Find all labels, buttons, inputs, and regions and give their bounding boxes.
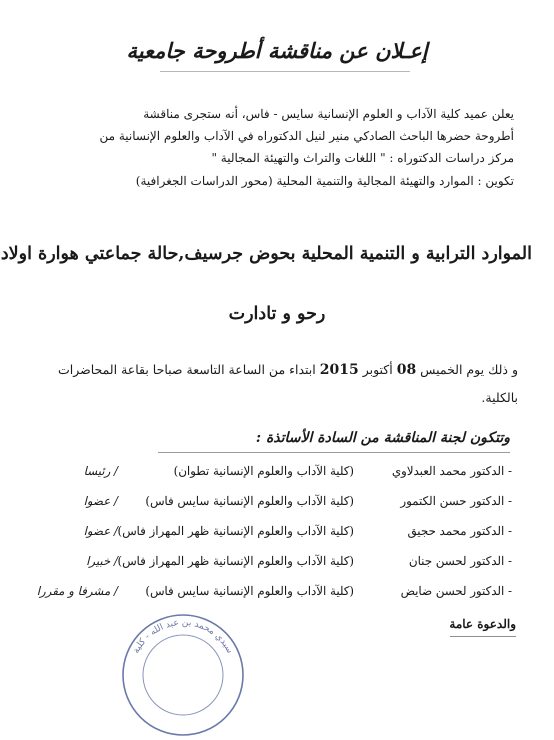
member-institution: (كلية الآداب والعلوم الإنسانية تطوان) xyxy=(173,464,354,478)
member-role: / خبيرا xyxy=(86,554,118,568)
committee-member xyxy=(42,494,512,514)
thesis-subject-line-2: رحو و تادارت xyxy=(228,304,326,324)
svg-text:سيدي محمد بن عبد الله - كلية xyxy=(131,618,234,655)
member-role: / مشرفا و مقررا xyxy=(36,584,118,598)
intro-line-1: يعلن عميد كلية الآداب و العلوم الإنسانية سايس - فاس، أنه ستجرى مناقشة xyxy=(143,107,514,121)
member-name: - الدكتور حسن الكتمور xyxy=(400,494,512,508)
intro-line-4: تكوين : الموارد والتهيئة المجالية والتنمية المحلية (محور الدراسات الجغرافية) xyxy=(135,174,514,188)
date-year: 2015 xyxy=(319,362,359,378)
date-prefix: و ذلك يوم الخميس xyxy=(420,362,518,377)
public-invitation: والدعوة عامة xyxy=(449,617,516,631)
member-role: / عضوا xyxy=(83,494,118,508)
committee-member xyxy=(42,464,512,484)
member-name: - الدكتور لحسن ضايض xyxy=(400,584,512,598)
faculty-stamp xyxy=(115,605,250,740)
member-name: - الدكتور محمد العبدلاوي xyxy=(391,464,512,478)
invitation-underline xyxy=(450,636,516,637)
defense-date-line xyxy=(18,362,518,378)
date-day: 08 xyxy=(396,362,417,378)
member-institution: (كلية الآداب والعلوم الإنسانية سايس فاس) xyxy=(145,494,354,508)
committee-member xyxy=(42,524,512,544)
committee-member xyxy=(36,584,512,604)
page-title: إعـلان عن مناقشة أطروحة جامعية xyxy=(126,38,428,63)
committee-member xyxy=(42,554,512,574)
member-institution: (كلية الآداب والعلوم الإنسانية سايس فاس) xyxy=(145,584,354,598)
member-name: - الدكتور لحسن جنان xyxy=(408,554,512,568)
member-institution: (كلية الآداب والعلوم الإنسانية ظهر المهراز فاس) xyxy=(117,524,354,538)
intro-line-2: أطروحة حضرها الباحث الصادكي منير لنيل الدكتوراه في الآداب والعلوم الإنسانية من xyxy=(99,129,514,143)
intro-line-3: مركز دراسات الدكتوراه : " اللغات والتراث والتهيئة المجالية " xyxy=(211,151,514,165)
member-name: - الدكتور محمد حجيق xyxy=(407,524,512,538)
title-underline xyxy=(160,71,410,72)
date-month: أكتوبر xyxy=(362,362,393,377)
committee-heading: وتتكون لجنة المناقشة من السادة الأساتذة : xyxy=(255,430,510,446)
defense-location-line: بالكلية. xyxy=(481,390,518,405)
member-role: / عضوا xyxy=(83,524,118,538)
member-role: / رئيسا xyxy=(83,464,118,478)
committee-underline xyxy=(158,452,510,453)
date-suffix: ابتداء من الساعة التاسعة صباحا بقاعة المحاضرات xyxy=(57,362,316,377)
stamp-text: سيدي محمد بن عبد الله - كلية xyxy=(131,617,235,656)
member-institution: (كلية الآداب والعلوم الإنسانية ظهر المهراز فاس) xyxy=(117,554,354,568)
thesis-subject-line-1: الموارد الترابية و التنمية المحلية بحوض جرسيف,حالة جماعتي هوارة اولاد xyxy=(0,244,532,264)
